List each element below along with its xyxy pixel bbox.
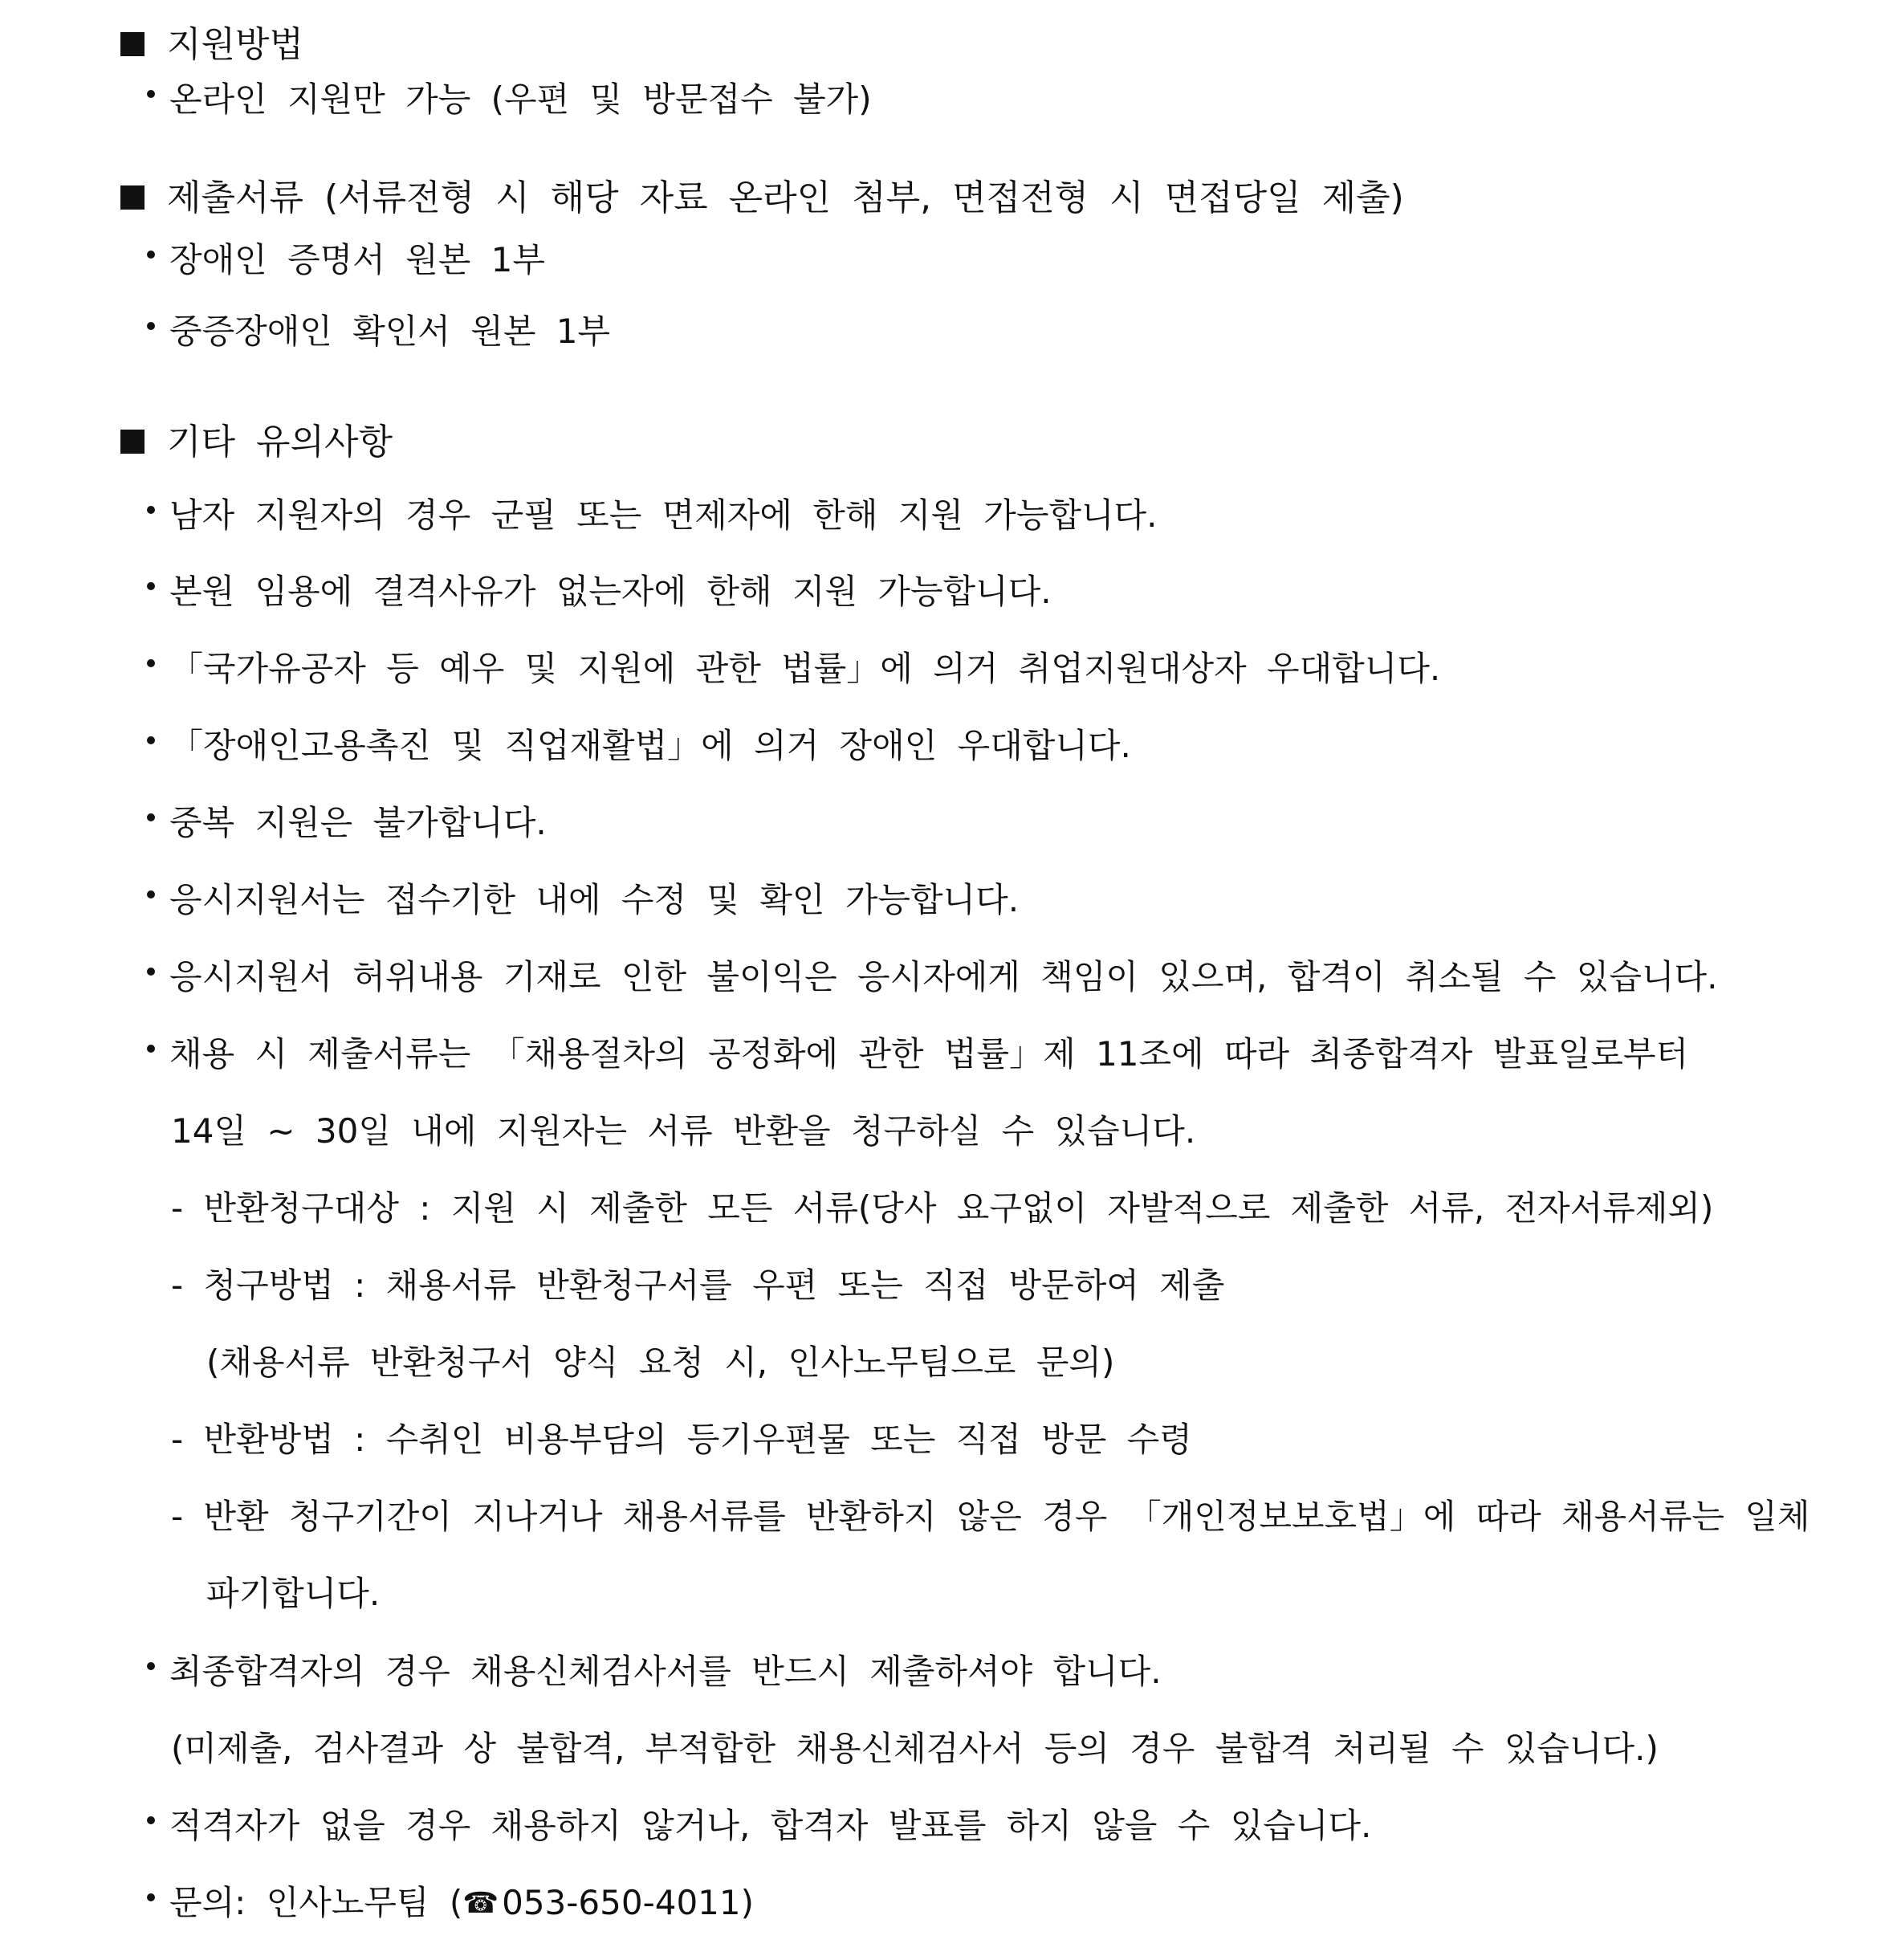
dot-icon	[147, 1045, 155, 1053]
dot-icon	[147, 968, 155, 976]
sub-item-continuation: (채용서류 반환청구서 양식 요청 시, 인사노무팀으로 문의)	[206, 1343, 1115, 1382]
sub-item-continuation: 파기합니다.	[206, 1574, 381, 1613]
dot-icon	[147, 1662, 155, 1670]
dot-icon	[147, 1893, 155, 1901]
heading-text: 지원방법	[167, 24, 304, 65]
dot-icon	[147, 813, 155, 821]
sub-item: - 청구방법 : 채용서류 반환청구서를 우편 또는 직접 방문하여 제출	[171, 1265, 1225, 1305]
sub-item: - 반환방법 : 수취인 비용부담의 등기우편물 또는 직접 방문 수령	[171, 1420, 1192, 1459]
list-item: 최종합격자의 경우 채용신체검사서를 반드시 제출하셔야 합니다.	[147, 1648, 1162, 1696]
list-item: 적격자가 없을 경우 채용하지 않거나, 합격자 발표를 하지 않을 수 있습니다.	[147, 1802, 1371, 1850]
phone-number: 053-650-4011)	[502, 1883, 755, 1922]
list-item: 응시지원서는 접수기한 내에 수정 및 확인 가능합니다.	[147, 876, 1019, 924]
list-item: 장애인 증명서 원본 1부	[147, 236, 545, 284]
list-item: 남자 지원자의 경우 군필 또는 면제자에 한해 지원 가능합니다.	[147, 491, 1157, 540]
section-heading-documents	[120, 174, 1404, 222]
dot-icon	[147, 90, 155, 98]
dot-icon	[147, 890, 155, 899]
list-item: 응시지원서 허위내용 기재로 인한 불이익은 응시자에게 책임이 있으며, 합격이 취소될 수 있습니다.	[147, 953, 1717, 1001]
dot-icon	[147, 736, 155, 744]
dot-icon	[147, 1816, 155, 1824]
dot-icon	[147, 506, 155, 514]
sub-item: - 반환 청구기간이 지나거나 채용서류를 반환하지 않은 경우 「개인정보보호법」에 따라 채용서류는 일체	[171, 1497, 1810, 1536]
list-item: 「장애인고용촉진 및 직업재활법」에 의거 장애인 우대합니다.	[147, 722, 1131, 770]
black-square-icon	[120, 185, 145, 210]
dot-icon	[147, 582, 155, 590]
sub-item: - 반환청구대상 : 지원 시 제출한 모든 서류(당사 요구없이 자발적으로 제출한 서류, 전자서류제외)	[171, 1188, 1714, 1228]
list-item: 채용 시 제출서류는 「채용절차의 공정화에 관한 법률」제 11조에 따라 최종합격자 발표일로부터	[147, 1030, 1688, 1078]
black-square-icon	[120, 32, 145, 56]
dot-icon	[147, 322, 155, 330]
list-item-continuation: (미제출, 검사결과 상 불합격, 부적합한 채용신체검사서 등의 경우 불합격 처리될 수 있습니다.)	[171, 1729, 1659, 1768]
dot-icon	[147, 659, 155, 667]
list-item: 「국가유공자 등 예우 및 지원에 관한 법률」에 의거 취업지원대상자 우대합니다.	[147, 645, 1440, 693]
list-item: 중증장애인 확인서 원본 1부	[147, 308, 610, 356]
black-square-icon	[120, 430, 145, 454]
list-item-continuation: 14일 ~ 30일 내에 지원자는 서류 반환을 청구하실 수 있습니다.	[171, 1111, 1196, 1151]
list-item-contact: 문의: 인사노무팀 (☎053-650-4011)	[147, 1879, 754, 1927]
list-item: 온라인 지원만 가능 (우편 및 방문접수 불가)	[147, 75, 872, 124]
section-heading-method	[120, 21, 303, 69]
heading-text: 기타 유의사항	[167, 422, 393, 462]
list-item: 본원 임용에 결격사유가 없는자에 한해 지원 가능합니다.	[147, 568, 1052, 616]
heading-text: 제출서류 (서류전형 시 해당 자료 온라인 첨부, 면접전형 시 면접당일 제출)	[167, 177, 1404, 218]
phone-icon: ☎	[462, 1887, 499, 1920]
section-heading-notes	[120, 418, 393, 467]
dot-icon	[147, 251, 155, 259]
list-item: 중복 지원은 불가합니다.	[147, 799, 547, 847]
